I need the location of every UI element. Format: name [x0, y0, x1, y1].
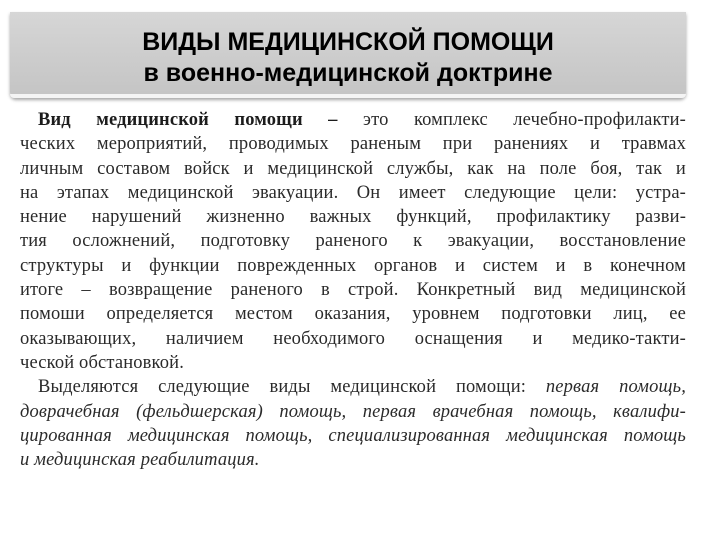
text-line: нение нарушений жизненно важных функций, профилактику разви-	[20, 207, 686, 228]
text-line: оказывающих, наличием необходимого оснащения и медико-такти-	[20, 328, 686, 349]
definition-term: Вид медицинской помощи –	[38, 110, 338, 130]
title-line-2: в военно-медицинской доктрине	[143, 59, 553, 87]
text-line: и медицинская реабилитация.	[20, 450, 260, 471]
title-banner	[10, 12, 686, 98]
text-line: помоши определяется местом оказания, уровнем подготовки лиц, ее	[20, 304, 686, 325]
text-line: личным составом войск и медицинской службы, как на поле боя, так и	[20, 158, 686, 179]
text-line: тия осложнений, подготовку раненого к эвакуации, восстановление	[20, 231, 686, 252]
text-line: ческих мероприятий, проводимых раненым при ранениях и травмах	[20, 134, 686, 155]
text-span: Выделяются следующие виды медицинской помощи:	[38, 377, 527, 398]
body-text	[20, 108, 686, 472]
text-line: ческой обстановкой.	[20, 352, 184, 373]
text-line: доврачебная (фельдшерская) помощь, первая врачебная помощь, квалифи-	[20, 401, 686, 422]
text-line: на этапах медицинской эвакуации. Он имеет следующие цели: устра-	[20, 182, 686, 203]
text-line: структуры и функции поврежденных органов и систем и в конечном	[20, 255, 686, 276]
text-line	[20, 375, 686, 399]
italic-span: первая помощь,	[545, 377, 686, 398]
text-line: цированная медицинская помощь, специализированная медицинская помощь	[20, 425, 686, 446]
title-line-1: ВИДЫ МЕДИЦИНСКОЙ ПОМОЩИ	[142, 28, 554, 56]
text-line	[20, 108, 686, 132]
text-line: итоге – возвращение раненого в строй. Конкретный вид медицинской	[20, 280, 686, 301]
text-span: это комплекс лечебно-профилакти-	[363, 110, 686, 130]
